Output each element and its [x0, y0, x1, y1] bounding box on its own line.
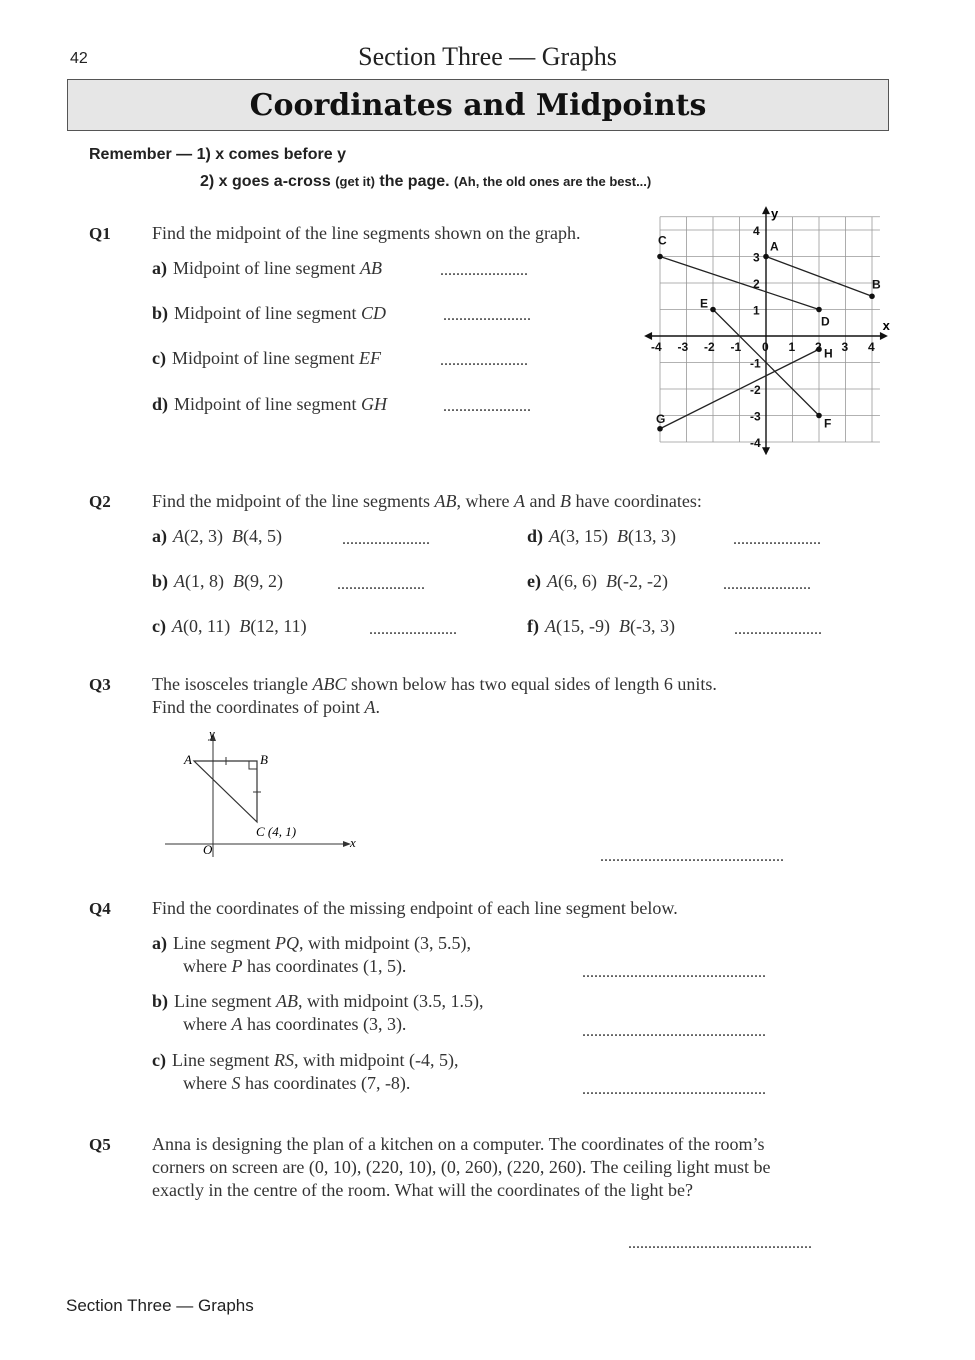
answer-line[interactable]: ..............................................: [582, 1023, 766, 1040]
q1-item-c: c) Midpoint of line segment EF: [152, 348, 381, 368]
x-arrow-right-icon: [880, 332, 888, 340]
footer-section-label: Section Three — Graphs: [66, 1296, 254, 1315]
q1-item-a: a) Midpoint of line segment AB: [152, 258, 382, 278]
q3-label-o: O: [203, 842, 213, 857]
q2-item-d: d) A(3, 15) B(13, 3): [527, 526, 677, 546]
answer-line[interactable]: ..............................................: [582, 964, 766, 981]
q1-item-d: d) Midpoint of line segment GH: [152, 394, 387, 414]
answer-line[interactable]: ......................: [734, 621, 822, 638]
title-banner: [67, 79, 889, 131]
q2-item-f: f) A(15, -9) B(-3, 3): [527, 616, 675, 636]
page-title: Coordinates and Midpoints: [249, 87, 707, 123]
q3-triangle-diagram: [160, 725, 370, 860]
answer-line[interactable]: ......................: [440, 352, 528, 369]
q2-item-b: b) A(1, 8) B(9, 2): [152, 571, 284, 591]
point-label-G: G: [656, 411, 666, 426]
answer-line[interactable]: ......................: [733, 531, 821, 548]
q3-right-angle-mark: [249, 761, 257, 769]
x-tick-label: 4: [868, 340, 875, 354]
q4-item-c: c) Line segment RS, with midpoint (-4, 5), where S has coordinates (7, -8).: [152, 1050, 459, 1093]
q2-item-a: a) A(2, 3) B(4, 5): [152, 526, 282, 546]
x-tick-label: 0: [762, 340, 769, 354]
q4-item-b: b) Line segment AB, with midpoint (3.5, 1.5), where A has coordinates (3, 3).: [152, 991, 484, 1034]
point-label-B: B: [872, 277, 881, 292]
q3-text: The isosceles triangle ABC shown below has two equal sides of length 6 units. Find the coordinates of point A.: [152, 674, 717, 717]
point-label-F: F: [824, 416, 832, 431]
x-tick-label: -4: [651, 340, 662, 354]
y-tick-label: 1: [753, 303, 760, 318]
x-tick-label: -3: [677, 340, 689, 354]
point-label-D: D: [821, 314, 830, 329]
q4-number: Q4: [89, 899, 111, 918]
q4-text: Find the coordinates of the missing endpoint of each line segment below.: [152, 898, 678, 918]
point-label-A: A: [770, 239, 779, 254]
q3-label-y: y: [209, 726, 215, 741]
graph-axes: [644, 206, 888, 455]
q3-label-a: A: [184, 752, 192, 767]
y-arrow-up-icon: [762, 206, 770, 214]
point-A: [763, 254, 769, 260]
remember-line-1: Remember — 1) x comes before y: [89, 146, 346, 163]
y-tick-label: -3: [750, 409, 761, 424]
y-tick-label: 4: [753, 224, 760, 238]
q1-item-b: b) Midpoint of line segment CD: [152, 303, 387, 323]
y-tick-label: -1: [750, 356, 761, 371]
y-tick-label: -4: [750, 436, 761, 450]
answer-line[interactable]: ......................: [342, 531, 430, 548]
q3-triangle: [194, 761, 257, 822]
x-arrow-left-icon: [644, 332, 652, 340]
answer-line[interactable]: ......................: [443, 307, 531, 324]
remember-line-2: 2) x goes a-cross (get it) the page. (Ah, the old ones are the best...): [200, 173, 652, 190]
q4-item-a: a) Line segment PQ, with midpoint (3, 5.5), where P has coordinates (1, 5).: [152, 933, 471, 976]
q2-text: Find the midpoint of the line segments AB, where A and B have coordinates:: [152, 491, 702, 511]
answer-line[interactable]: ......................: [440, 262, 528, 279]
graph-x-label: x: [882, 318, 890, 333]
q5-text: Anna is designing the plan of a kitchen on a computer. The coordinates of the room’s corners on screen are (0, 10), (220, 10), (0, 260), (220, 260). The ceiling light must be exactly in the centre of the room. What will the coordinates of the light be?: [152, 1134, 771, 1200]
point-G: [657, 426, 663, 432]
point-B: [869, 293, 875, 299]
q1-text: Find the midpoint of the line segments shown on the graph.: [152, 223, 581, 243]
q2-item-c: c) A(0, 11) B(12, 11): [152, 616, 307, 636]
answer-line[interactable]: ......................: [369, 621, 457, 638]
answer-line[interactable]: ..............................................: [628, 1235, 812, 1252]
answer-line[interactable]: ......................: [723, 576, 811, 593]
x-tick-label: -2: [704, 340, 715, 354]
point-label-C: C: [658, 233, 667, 248]
q2-item-e: e) A(6, 6) B(-2, -2): [527, 571, 668, 591]
page-number: 42: [70, 50, 88, 67]
q2-number: Q2: [89, 492, 111, 511]
point-D: [816, 307, 822, 313]
point-E: [710, 307, 716, 313]
x-tick-label: 1: [788, 340, 796, 354]
y-arrow-down-icon: [762, 447, 770, 455]
q3-label-c: C (4, 1): [256, 824, 297, 839]
answer-line[interactable]: ..............................................: [600, 848, 784, 865]
x-tick-label: -1: [730, 340, 742, 354]
y-tick-label: 2: [753, 277, 760, 291]
y-tick-label: -2: [750, 383, 761, 397]
graph-y-label: y: [771, 206, 779, 222]
q3-number: Q3: [89, 675, 111, 694]
answer-line[interactable]: ......................: [443, 398, 531, 415]
point-F: [816, 413, 822, 419]
q1-number: Q1: [89, 224, 111, 243]
x-tick-label: 3: [841, 340, 849, 354]
answer-line[interactable]: ..............................................: [582, 1081, 766, 1098]
section-title: Section Three — Graphs: [358, 42, 617, 71]
q5-number: Q5: [89, 1135, 111, 1154]
answer-line[interactable]: ......................: [337, 576, 425, 593]
q1-coordinate-graph: [640, 205, 895, 455]
q3-label-b: B: [260, 752, 268, 767]
y-tick-label: 3: [753, 250, 760, 265]
x-tick-label: 2: [815, 340, 822, 354]
point-C: [657, 254, 663, 260]
q3-label-x: x: [350, 835, 356, 850]
point-label-E: E: [700, 296, 709, 311]
point-label-H: H: [824, 346, 833, 361]
graph-points: [656, 234, 881, 432]
